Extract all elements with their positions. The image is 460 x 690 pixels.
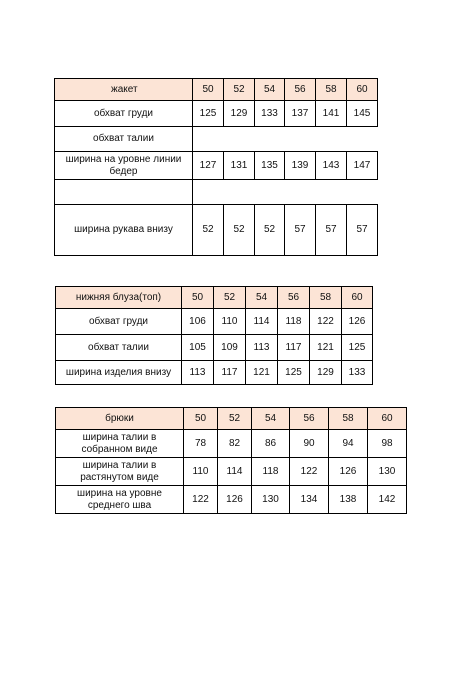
blouse-size-table bbox=[55, 286, 373, 385]
table-row bbox=[55, 127, 378, 152]
table-cell: 125 bbox=[193, 101, 224, 127]
size-header: 58 bbox=[316, 79, 347, 101]
table-header-row bbox=[56, 287, 373, 309]
table-cell: 135 bbox=[255, 152, 285, 180]
size-header: 56 bbox=[290, 408, 329, 430]
table-cell: 133 bbox=[255, 101, 285, 127]
size-header: 60 bbox=[347, 79, 378, 101]
table-cell: 134 bbox=[290, 486, 329, 514]
table-cell: 125 bbox=[342, 335, 373, 361]
table-cell: 52 bbox=[255, 205, 285, 256]
table-cell: 141 bbox=[316, 101, 347, 127]
table-cell: 57 bbox=[285, 205, 316, 256]
table-cell-empty bbox=[193, 180, 378, 205]
table-row bbox=[55, 101, 378, 127]
size-header: 60 bbox=[368, 408, 407, 430]
table-cell: 57 bbox=[347, 205, 378, 256]
table-cell: 82 bbox=[218, 430, 252, 458]
table-cell: 137 bbox=[285, 101, 316, 127]
table-cell: 114 bbox=[218, 458, 252, 486]
table-row bbox=[55, 152, 378, 180]
table-cell: 147 bbox=[347, 152, 378, 180]
table-cell: 129 bbox=[224, 101, 255, 127]
table-cell: 118 bbox=[278, 309, 310, 335]
table-row bbox=[55, 180, 378, 205]
table-header-row bbox=[55, 79, 378, 101]
row-label: ширина изделия внизу bbox=[56, 361, 182, 385]
jacket-size-table bbox=[54, 78, 378, 256]
table-cell: 118 bbox=[252, 458, 290, 486]
table-cell: 131 bbox=[224, 152, 255, 180]
row-label: ширина рукава внизу bbox=[55, 205, 193, 256]
size-header: 54 bbox=[252, 408, 290, 430]
table-cell: 52 bbox=[224, 205, 255, 256]
table-title: жакет bbox=[55, 79, 193, 101]
table-cell: 106 bbox=[182, 309, 214, 335]
row-label: обхват груди bbox=[55, 101, 193, 127]
table-row bbox=[56, 361, 373, 385]
table-cell: 90 bbox=[290, 430, 329, 458]
table-header-row bbox=[56, 408, 407, 430]
row-label: ширина на уровне линии бедер bbox=[55, 152, 193, 180]
table-cell: 52 bbox=[193, 205, 224, 256]
table-cell: 113 bbox=[246, 335, 278, 361]
table-cell: 139 bbox=[285, 152, 316, 180]
table-cell: 130 bbox=[368, 458, 407, 486]
size-header: 60 bbox=[342, 287, 373, 309]
size-header: 50 bbox=[193, 79, 224, 101]
size-header: 56 bbox=[278, 287, 310, 309]
table-cell: 138 bbox=[329, 486, 368, 514]
table-title: брюки bbox=[56, 408, 184, 430]
table-cell: 127 bbox=[193, 152, 224, 180]
size-header: 50 bbox=[182, 287, 214, 309]
table-cell: 126 bbox=[329, 458, 368, 486]
size-header: 52 bbox=[214, 287, 246, 309]
table-cell: 142 bbox=[368, 486, 407, 514]
table-cell: 122 bbox=[310, 309, 342, 335]
table-row bbox=[56, 309, 373, 335]
table-cell: 57 bbox=[316, 205, 347, 256]
table-cell: 78 bbox=[184, 430, 218, 458]
table-cell: 126 bbox=[342, 309, 373, 335]
table-cell: 130 bbox=[252, 486, 290, 514]
table-row bbox=[56, 458, 407, 486]
table-cell: 105 bbox=[182, 335, 214, 361]
row-label: обхват талии bbox=[55, 127, 193, 152]
table-cell: 126 bbox=[218, 486, 252, 514]
row-label: обхват груди bbox=[56, 309, 182, 335]
table-cell: 122 bbox=[290, 458, 329, 486]
table-cell: 121 bbox=[246, 361, 278, 385]
size-header: 58 bbox=[310, 287, 342, 309]
row-label: ширина талии в собранном виде bbox=[56, 430, 184, 458]
size-header: 54 bbox=[246, 287, 278, 309]
table-row bbox=[56, 335, 373, 361]
size-header: 54 bbox=[255, 79, 285, 101]
table-cell: 110 bbox=[214, 309, 246, 335]
table-cell: 110 bbox=[184, 458, 218, 486]
size-header: 58 bbox=[329, 408, 368, 430]
table-row bbox=[56, 430, 407, 458]
table-cell: 133 bbox=[342, 361, 373, 385]
row-label: ширина талии в растянутом виде bbox=[56, 458, 184, 486]
table-cell-empty bbox=[193, 127, 378, 152]
table-cell: 98 bbox=[368, 430, 407, 458]
table-row bbox=[55, 205, 378, 256]
table-cell: 121 bbox=[310, 335, 342, 361]
size-header: 56 bbox=[285, 79, 316, 101]
size-header: 52 bbox=[218, 408, 252, 430]
row-label bbox=[55, 180, 193, 205]
row-label: ширина на уровне среднего шва bbox=[56, 486, 184, 514]
table-cell: 125 bbox=[278, 361, 310, 385]
row-label: обхват талии bbox=[56, 335, 182, 361]
table-cell: 122 bbox=[184, 486, 218, 514]
table-cell: 109 bbox=[214, 335, 246, 361]
table-cell: 117 bbox=[214, 361, 246, 385]
table-cell: 117 bbox=[278, 335, 310, 361]
table-cell: 145 bbox=[347, 101, 378, 127]
pants-size-table bbox=[55, 407, 407, 514]
size-header: 52 bbox=[224, 79, 255, 101]
table-cell: 114 bbox=[246, 309, 278, 335]
table-cell: 113 bbox=[182, 361, 214, 385]
table-cell: 143 bbox=[316, 152, 347, 180]
table-cell: 129 bbox=[310, 361, 342, 385]
table-row bbox=[56, 486, 407, 514]
table-cell: 86 bbox=[252, 430, 290, 458]
table-cell: 94 bbox=[329, 430, 368, 458]
table-title: нижняя блуза(топ) bbox=[56, 287, 182, 309]
size-header: 50 bbox=[184, 408, 218, 430]
